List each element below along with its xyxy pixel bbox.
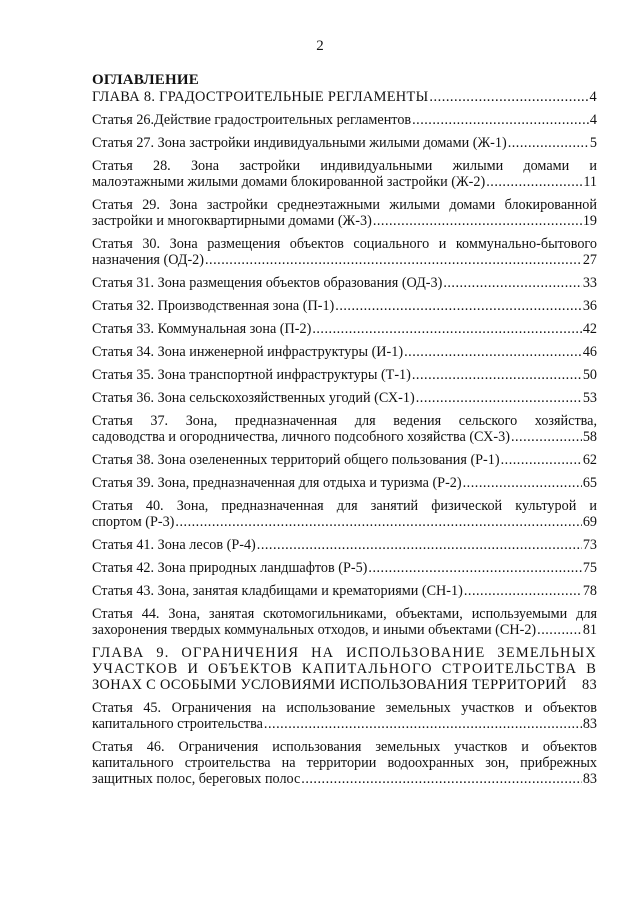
dot-leader bbox=[511, 429, 582, 445]
toc-entry-title: Статья 38. Зона озелененных территорий общего пользования (Р-1) bbox=[92, 452, 500, 468]
toc-page-number: 65 bbox=[582, 475, 597, 491]
toc-entry[interactable] bbox=[92, 700, 597, 732]
toc-entry-title: Статья 41. Зона лесов (Р-4) bbox=[92, 537, 256, 553]
toc-entry-title: спортом (Р-3) bbox=[92, 514, 175, 530]
toc-page-number: 36 bbox=[582, 298, 597, 314]
toc-page-number: 5 bbox=[589, 135, 597, 151]
toc-entry-line: Статья 40. Зона, предназначенная для занятий физической культурой и bbox=[92, 498, 597, 514]
toc-entry[interactable] bbox=[92, 537, 597, 553]
toc-entry-title: капитального строительства bbox=[92, 716, 263, 732]
dot-leader bbox=[257, 537, 582, 553]
dot-leader bbox=[429, 89, 588, 105]
dot-leader bbox=[486, 174, 582, 190]
toc-entry-title: Статья 34. Зона инженерной инфраструктуры (И-1) bbox=[92, 344, 404, 360]
toc-entry[interactable] bbox=[92, 112, 597, 128]
toc-heading: ОГЛАВЛЕНИЕ bbox=[92, 72, 199, 88]
dot-leader bbox=[412, 112, 589, 128]
toc-entry-title: назначения (ОД-2) bbox=[92, 252, 204, 268]
toc-page-number: 78 bbox=[582, 583, 597, 599]
toc-entry-title: Статья 26.Действие градостроительных регламентов bbox=[92, 112, 412, 128]
toc-entry[interactable] bbox=[92, 298, 597, 314]
toc-entry[interactable] bbox=[92, 89, 597, 105]
table-of-contents bbox=[92, 72, 597, 794]
dot-leader bbox=[443, 275, 582, 291]
toc-entry[interactable] bbox=[92, 413, 597, 445]
toc-page-number: 11 bbox=[583, 174, 597, 190]
toc-entry-title: Статья 35. Зона транспортной инфраструктуры (Т-1) bbox=[92, 367, 411, 383]
toc-page-number: 42 bbox=[582, 321, 597, 337]
toc-entry-title: Статья 32. Производственная зона (П-1) bbox=[92, 298, 335, 314]
toc-entry-title: Статья 42. Зона природных ландшафтов (Р-5) bbox=[92, 560, 368, 576]
toc-entry-line: Статья 29. Зона застройки среднеэтажными жилыми домами блокированной bbox=[92, 197, 597, 213]
toc-entry-title: ГЛАВА 8. ГРАДОСТРОИТЕЛЬНЫЕ РЕГЛАМЕНТЫ bbox=[92, 89, 429, 105]
dot-leader bbox=[508, 135, 589, 151]
toc-entry-title: малоэтажными жилыми домами блокированной застройки (Ж-2) bbox=[92, 174, 486, 190]
toc-page-number: 53 bbox=[582, 390, 597, 406]
toc-entry-line: Статья 28. Зона застройки индивидуальными жилыми домами и bbox=[92, 158, 597, 174]
chapter-9-line-1: ГЛАВА 9. ОГРАНИЧЕНИЯ НА ИСПОЛЬЗОВАНИЕ ЗЕМЕЛЬНЫХ bbox=[92, 645, 597, 661]
toc-page-number: 50 bbox=[582, 367, 597, 383]
toc-entry[interactable] bbox=[92, 197, 597, 229]
toc-entry-line: Статья 37. Зона, предназначенная для ведения сельского хозяйства, bbox=[92, 413, 597, 429]
dot-leader bbox=[335, 298, 582, 314]
toc-entry[interactable] bbox=[92, 344, 597, 360]
dot-leader bbox=[464, 583, 582, 599]
dot-leader bbox=[501, 452, 582, 468]
toc-entry-chapter-9[interactable] bbox=[92, 645, 597, 693]
toc-page-number: 33 bbox=[582, 275, 597, 291]
toc-entry[interactable] bbox=[92, 498, 597, 530]
dot-leader bbox=[416, 390, 582, 406]
page-number: 2 bbox=[316, 38, 324, 54]
toc-page-number: 83 bbox=[582, 771, 597, 787]
dot-leader bbox=[404, 344, 582, 360]
toc-entry[interactable] bbox=[92, 390, 597, 406]
toc-entry-title: Статья 27. Зона застройки индивидуальными жилыми домами (Ж-1) bbox=[92, 135, 507, 151]
toc-entry-title: защитных полос, береговых полос bbox=[92, 771, 301, 787]
toc-page-number: 73 bbox=[582, 537, 597, 553]
toc-entry-title: Статья 31. Зона размещения объектов образования (ОД-3) bbox=[92, 275, 443, 291]
toc-entry[interactable] bbox=[92, 158, 597, 190]
toc-entry[interactable] bbox=[92, 367, 597, 383]
dot-leader bbox=[412, 367, 582, 383]
toc-entry[interactable] bbox=[92, 583, 597, 599]
toc-page-number: 19 bbox=[582, 213, 597, 229]
toc-page-number: 83 bbox=[582, 677, 597, 693]
toc-page-number: 81 bbox=[582, 622, 597, 638]
toc-page-number: 75 bbox=[582, 560, 597, 576]
toc-entry-line: Статья 46. Ограничения использования земельных участков и объектов bbox=[92, 739, 597, 755]
dot-leader bbox=[368, 560, 581, 576]
toc-entry-line: Статья 30. Зона размещения объектов социального и коммунально-бытового bbox=[92, 236, 597, 252]
dot-leader bbox=[312, 321, 581, 337]
toc-page-number: 83 bbox=[582, 716, 597, 732]
toc-entry[interactable] bbox=[92, 321, 597, 337]
toc-entry-title: садоводства и огородничества, личного подсобного хозяйства (СХ-3) bbox=[92, 429, 510, 445]
toc-entry[interactable] bbox=[92, 236, 597, 268]
dot-leader bbox=[537, 622, 582, 638]
toc-page-number: 4 bbox=[589, 112, 597, 128]
dot-leader bbox=[301, 771, 582, 787]
dot-leader bbox=[463, 475, 582, 491]
toc-page-number: 62 bbox=[582, 452, 597, 468]
dot-leader bbox=[373, 213, 582, 229]
toc-entries-tail bbox=[92, 700, 597, 787]
dot-leader bbox=[264, 716, 582, 732]
toc-entry[interactable] bbox=[92, 739, 597, 787]
toc-entry[interactable] bbox=[92, 560, 597, 576]
dot-leader bbox=[205, 252, 582, 268]
toc-entry[interactable] bbox=[92, 135, 597, 151]
toc-page-number: 58 bbox=[582, 429, 597, 445]
toc-entry[interactable] bbox=[92, 475, 597, 491]
toc-entry[interactable] bbox=[92, 606, 597, 638]
toc-page-number: 4 bbox=[589, 89, 597, 105]
toc-entry-title: захоронения твердых коммунальных отходов, и иными объектами (СН-2) bbox=[92, 622, 537, 638]
toc-page-number: 27 bbox=[582, 252, 597, 268]
toc-entry-title: застройки и многоквартирными домами (Ж-3) bbox=[92, 213, 372, 229]
toc-entry-title: Статья 39. Зона, предназначенная для отдыха и туризма (Р-2) bbox=[92, 475, 462, 491]
toc-page-number: 69 bbox=[582, 514, 597, 530]
toc-entries bbox=[92, 89, 597, 638]
toc-entry-title: Статья 33. Коммунальная зона (П-2) bbox=[92, 321, 312, 337]
toc-entry-line: Статья 45. Ограничения на использование земельных участков и объектов bbox=[92, 700, 597, 716]
chapter-9-line-2: УЧАСТКОВ И ОБЪЕКТОВ КАПИТАЛЬНОГО СТРОИТЕЛЬСТВА В bbox=[92, 661, 597, 677]
toc-entry[interactable] bbox=[92, 275, 597, 291]
chapter-9-line-3: ЗОНАХ С ОСОБЫМИ УСЛОВИЯМИ ИСПОЛЬЗОВАНИЯ ТЕРРИТОРИЙ bbox=[92, 677, 567, 693]
toc-entry-line: Статья 44. Зона, занятая скотомогильниками, объектами, используемыми для bbox=[92, 606, 597, 622]
toc-entry-line: капитального строительства на территории водоохранных зон, прибрежных bbox=[92, 755, 597, 771]
toc-entry-title: Статья 36. Зона сельскохозяйственных угодий (СХ-1) bbox=[92, 390, 415, 406]
toc-page-number: 46 bbox=[582, 344, 597, 360]
dot-leader bbox=[175, 514, 581, 530]
toc-entry-title: Статья 43. Зона, занятая кладбищами и крематориями (СН-1) bbox=[92, 583, 463, 599]
toc-entry[interactable] bbox=[92, 452, 597, 468]
